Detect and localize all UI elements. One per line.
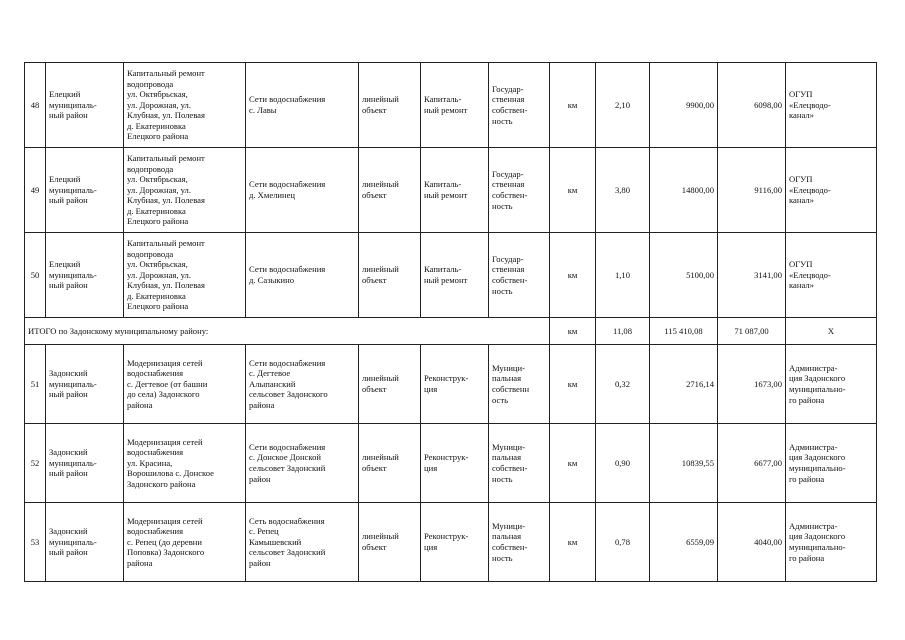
object-name-cell: Модернизация сетей водоснабжения с. Репец (до деревни Поповка) Задонского района — [124, 503, 246, 582]
table-row — [25, 503, 877, 582]
table-row — [25, 233, 877, 318]
object-name-cell: Модернизация сетей водоснабжения ул. Красина, Ворошилова с. Донское Задонского района — [124, 424, 246, 503]
cost-part-cell: 6677,00 — [718, 424, 786, 503]
work-type-cell: Реконструк- ция — [421, 345, 489, 424]
executor-cell: ОГУП «Елецводо- канал» — [786, 63, 877, 148]
network-cell: Сети водоснабжения д. Сазыкино — [246, 233, 359, 318]
table-row — [25, 148, 877, 233]
network-cell: Сеть водоснабжения с. Репец Камышевский сельсовет Задонский район — [246, 503, 359, 582]
length-cell: 0,90 — [596, 424, 650, 503]
table-row — [25, 424, 877, 503]
total-cost-part: 71 087,00 — [718, 318, 786, 345]
network-cell: Сети водоснабжения с. Дегтевое Алыпанский сельсовет Задонского района — [246, 345, 359, 424]
table-row — [25, 63, 877, 148]
length-cell: 0,78 — [596, 503, 650, 582]
unit-cell: км — [550, 424, 596, 503]
cost-part-cell: 3141,00 — [718, 233, 786, 318]
unit-cell: км — [550, 503, 596, 582]
unit-cell: км — [550, 148, 596, 233]
total-label: ИТОГО по Задонскому муниципальному району: — [25, 318, 550, 345]
executor-cell: ОГУП «Елецводо- канал» — [786, 233, 877, 318]
length-cell: 3,80 — [596, 148, 650, 233]
row-number: 50 — [25, 233, 46, 318]
length-cell: 1,10 — [596, 233, 650, 318]
object-type-cell: линейный объект — [359, 148, 421, 233]
object-name-cell: Капитальный ремонт водопровода ул. Октябрьская, ул. Дорожная, ул. Клубная, ул. Полевая д. Екатериновка Елецкого района — [124, 233, 246, 318]
cost-total-cell: 10839,55 — [650, 424, 718, 503]
row-number: 53 — [25, 503, 46, 582]
object-type-cell: линейный объект — [359, 424, 421, 503]
ownership-cell: Муници- пальная собствен- ность — [489, 503, 550, 582]
network-cell: Сети водоснабжения с. Лавы — [246, 63, 359, 148]
ownership-cell: Муници- пальная собственн ость — [489, 345, 550, 424]
total-row — [25, 318, 877, 345]
total-executor: Х — [786, 318, 877, 345]
work-type-cell: Реконструк- ция — [421, 503, 489, 582]
ownership-cell: Государ- ственная собствен- ность — [489, 148, 550, 233]
unit-cell: км — [550, 233, 596, 318]
object-type-cell: линейный объект — [359, 63, 421, 148]
district-cell: Елецкий муниципаль- ный район — [46, 148, 124, 233]
district-cell: Задонский муниципаль- ный район — [46, 345, 124, 424]
ownership-cell: Муници- пальная собствен- ность — [489, 424, 550, 503]
cost-total-cell: 2716,14 — [650, 345, 718, 424]
table-row — [25, 345, 877, 424]
unit-cell: км — [550, 345, 596, 424]
cost-total-cell: 6559,09 — [650, 503, 718, 582]
total-length: 11,08 — [596, 318, 650, 345]
cost-total-cell: 9900,00 — [650, 63, 718, 148]
district-cell: Елецкий муниципаль- ный район — [46, 233, 124, 318]
executor-cell: Администра- ция Задонского муниципально- го района — [786, 503, 877, 582]
object-type-cell: линейный объект — [359, 345, 421, 424]
length-cell: 2,10 — [596, 63, 650, 148]
executor-cell: Администра- ция Задонского муниципально- го района — [786, 424, 877, 503]
work-type-cell: Капиталь- ный ремонт — [421, 63, 489, 148]
cost-total-cell: 5100,00 — [650, 233, 718, 318]
length-cell: 0,32 — [596, 345, 650, 424]
unit-cell: км — [550, 63, 596, 148]
executor-cell: Администра- ция Задонского муниципально- го района — [786, 345, 877, 424]
work-type-cell: Капиталь- ный ремонт — [421, 233, 489, 318]
district-cell: Елецкий муниципаль- ный район — [46, 63, 124, 148]
cost-part-cell: 6098,00 — [718, 63, 786, 148]
ownership-cell: Государ- ственная собствен- ность — [489, 63, 550, 148]
object-name-cell: Капитальный ремонт водопровода ул. Октябрьская, ул. Дорожная, ул. Клубная, ул. Полевая д. Екатериновка Елецкого района — [124, 148, 246, 233]
cost-part-cell: 4040,00 — [718, 503, 786, 582]
object-type-cell: линейный объект — [359, 503, 421, 582]
object-name-cell: Капитальный ремонт водопровода ул. Октябрьская, ул. Дорожная, ул. Клубная, ул. Полевая д. Екатериновка Елецкого района — [124, 63, 246, 148]
row-number: 51 — [25, 345, 46, 424]
district-cell: Задонский муниципаль- ный район — [46, 503, 124, 582]
object-name-cell: Модернизация сетей водоснабжения с. Дегтевое (от башни до села) Задонского района — [124, 345, 246, 424]
cost-total-cell: 14800,00 — [650, 148, 718, 233]
ownership-cell: Государ- ственная собствен- ность — [489, 233, 550, 318]
work-type-cell: Капиталь- ный ремонт — [421, 148, 489, 233]
cost-part-cell: 9116,00 — [718, 148, 786, 233]
work-type-cell: Реконструк- ция — [421, 424, 489, 503]
executor-cell: ОГУП «Елецводо- канал» — [786, 148, 877, 233]
district-cell: Задонский муниципаль- ный район — [46, 424, 124, 503]
object-type-cell: линейный объект — [359, 233, 421, 318]
row-number: 48 — [25, 63, 46, 148]
row-number: 52 — [25, 424, 46, 503]
row-number: 49 — [25, 148, 46, 233]
total-cost-total: 115 410,08 — [650, 318, 718, 345]
network-cell: Сети водоснабжения с. Донское Донской сельсовет Задонский район — [246, 424, 359, 503]
network-cell: Сети водоснабжения д. Хмелинец — [246, 148, 359, 233]
objects-table — [24, 62, 877, 582]
cost-part-cell: 1673,00 — [718, 345, 786, 424]
total-unit: км — [550, 318, 596, 345]
